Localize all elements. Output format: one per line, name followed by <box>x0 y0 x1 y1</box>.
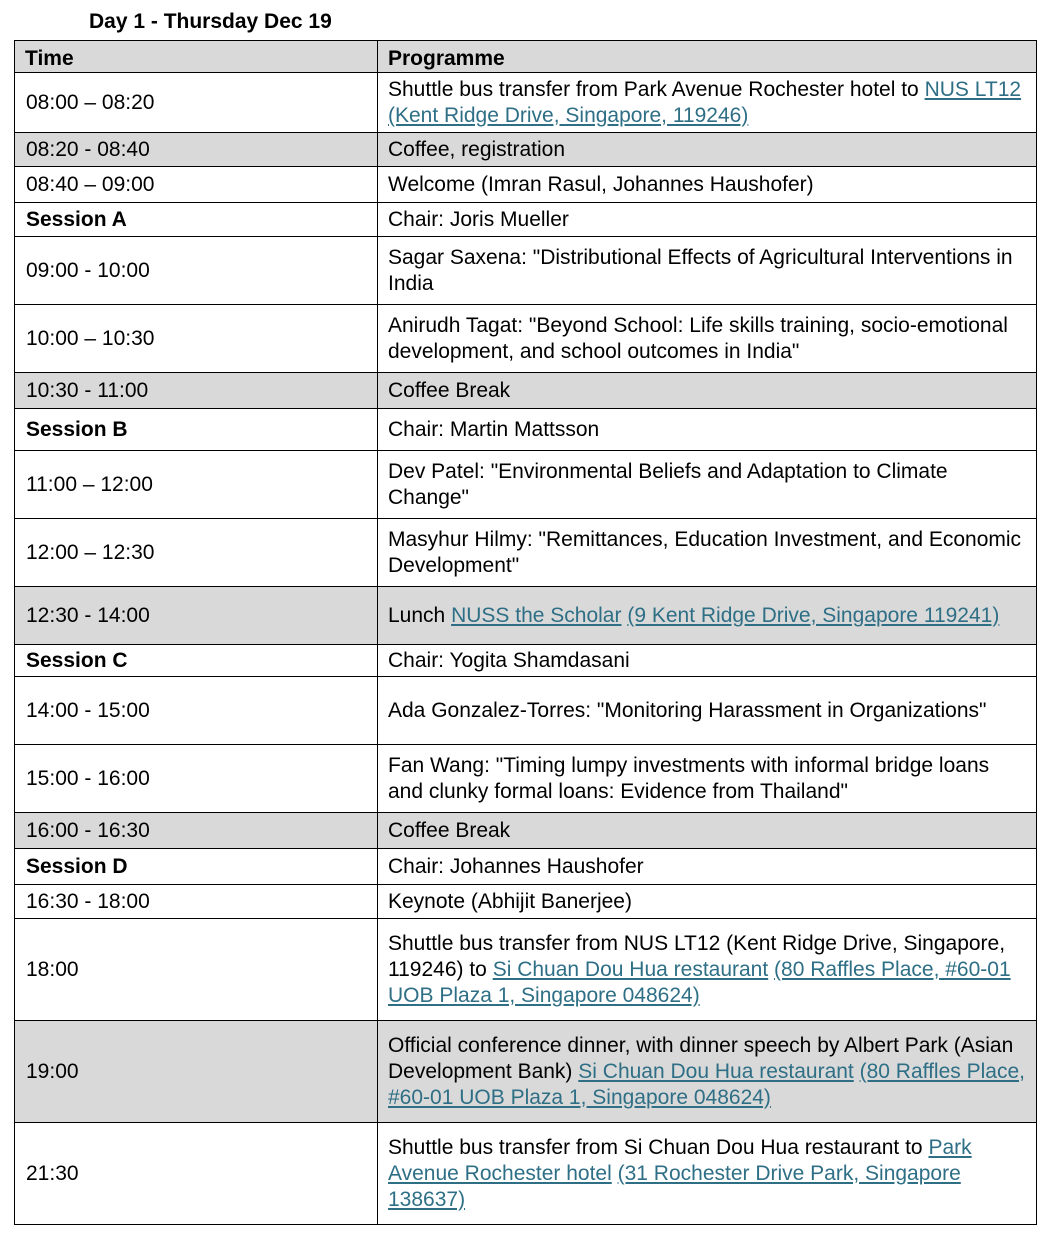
programme-cell: Shuttle bus transfer from Si Chuan Dou Hua restaurant to Park Avenue Rochester hotel (31 Rochester Drive Park, Singapore 138637) <box>378 1123 1037 1225</box>
venue-link[interactable]: Si Chuan Dou Hua restaurant <box>492 957 769 981</box>
time-cell: 12:00 – 12:30 <box>15 519 378 587</box>
table-row <box>15 133 1037 167</box>
venue-link[interactable]: Si Chuan Dou Hua restaurant <box>578 1059 854 1083</box>
programme-cell: Chair: Johannes Haushofer <box>378 849 1037 885</box>
programme-cell: Coffee Break <box>378 813 1037 849</box>
table-row <box>15 745 1037 813</box>
table-row <box>15 167 1037 203</box>
table-row <box>15 587 1037 645</box>
table-row <box>15 885 1037 919</box>
programme-cell: Chair: Yogita Shamdasani <box>378 645 1037 677</box>
programme-cell: Fan Wang: "Timing lumpy investments with informal bridge loans and clunky formal loans: Evidence from Thailand" <box>378 745 1037 813</box>
venue-link[interactable]: Park Avenue Rochester hotel <box>388 1135 972 1185</box>
page-title: Day 1 - Thursday Dec 19 <box>89 10 332 33</box>
table-row <box>15 1123 1037 1225</box>
table-header-row <box>15 41 1037 73</box>
venue-link[interactable]: NUSS the Scholar <box>451 603 622 627</box>
time-cell: 10:00 – 10:30 <box>15 305 378 373</box>
programme-cell: Masyhur Hilmy: "Remittances, Education Investment, and Economic Development" <box>378 519 1037 587</box>
session-label: Session B <box>15 409 378 451</box>
time-cell: 16:00 - 16:30 <box>15 813 378 849</box>
time-cell: 09:00 - 10:00 <box>15 237 378 305</box>
header-programme: Programme <box>378 41 1037 73</box>
programme-cell: Shuttle bus transfer from Park Avenue Rochester hotel to NUS LT12 (Kent Ridge Drive, Singapore, 119246) <box>378 73 1037 133</box>
time-cell: 19:00 <box>15 1021 378 1123</box>
venue-link[interactable]: NUS LT12 (Kent Ridge Drive, Singapore, 119246) <box>388 77 1022 127</box>
programme-cell: Anirudh Tagat: "Beyond School: Life skills training, socio-emotional development, and school outcomes in India" <box>378 305 1037 373</box>
programme-cell: Sagar Saxena: "Distributional Effects of Agricultural Interventions in India <box>378 237 1037 305</box>
time-cell: 08:20 - 08:40 <box>15 133 378 167</box>
session-label: Session A <box>15 203 378 237</box>
table-row <box>15 373 1037 409</box>
time-cell: 08:40 – 09:00 <box>15 167 378 203</box>
programme-cell: Shuttle bus transfer from NUS LT12 (Kent Ridge Drive, Singapore, 119246) to Si Chuan Dou Hua restaurant (80 Raffles Place, #60-01 UOB Plaza 1, Singapore 048624) <box>378 919 1037 1021</box>
address-link[interactable]: (80 Raffles Place, #60-01 UOB Plaza 1, Singapore 048624) <box>388 1059 1025 1109</box>
table-row <box>15 919 1037 1021</box>
time-cell: 08:00 – 08:20 <box>15 73 378 133</box>
session-label: Session D <box>15 849 378 885</box>
session-row <box>15 203 1037 237</box>
programme-cell: Chair: Martin Mattsson <box>378 409 1037 451</box>
programme-cell: Dev Patel: "Environmental Beliefs and Adaptation to Climate Change" <box>378 451 1037 519</box>
programme-cell: Ada Gonzalez-Torres: "Monitoring Harassment in Organizations" <box>378 677 1037 745</box>
header-time: Time <box>15 41 378 73</box>
address-link[interactable]: (31 Rochester Drive Park, Singapore 138637) <box>388 1161 961 1211</box>
table-row <box>15 451 1037 519</box>
session-row <box>15 409 1037 451</box>
time-cell: 11:00 – 12:00 <box>15 451 378 519</box>
programme-cell: Keynote (Abhijit Banerjee) <box>378 885 1037 919</box>
session-label: Session C <box>15 645 378 677</box>
time-cell: 16:30 - 18:00 <box>15 885 378 919</box>
address-link[interactable]: (9 Kent Ridge Drive, Singapore 119241) <box>627 603 1000 627</box>
time-cell: 12:30 - 14:00 <box>15 587 378 645</box>
programme-cell: Chair: Joris Mueller <box>378 203 1037 237</box>
table-row <box>15 237 1037 305</box>
table-row <box>15 813 1037 849</box>
time-cell: 18:00 <box>15 919 378 1021</box>
session-row <box>15 645 1037 677</box>
programme-cell: Coffee Break <box>378 373 1037 409</box>
table-row <box>15 73 1037 133</box>
table-row <box>15 1021 1037 1123</box>
schedule-table <box>14 40 1037 1225</box>
programme-cell: Welcome (Imran Rasul, Johannes Haushofer) <box>378 167 1037 203</box>
table-row <box>15 305 1037 373</box>
table-row <box>15 677 1037 745</box>
time-cell: 14:00 - 15:00 <box>15 677 378 745</box>
programme-cell: Official conference dinner, with dinner speech by Albert Park (Asian Development Bank) Si Chuan Dou Hua restaurant (80 Raffles Place, #60-01 UOB Plaza 1, Singapore 048624) <box>378 1021 1037 1123</box>
programme-cell: Coffee, registration <box>378 133 1037 167</box>
programme-cell: Lunch NUSS the Scholar (9 Kent Ridge Drive, Singapore 119241) <box>378 587 1037 645</box>
time-cell: 21:30 <box>15 1123 378 1225</box>
table-row <box>15 519 1037 587</box>
time-cell: 15:00 - 16:00 <box>15 745 378 813</box>
time-cell: 10:30 - 11:00 <box>15 373 378 409</box>
address-link[interactable]: (80 Raffles Place, #60-01 UOB Plaza 1, Singapore 048624) <box>388 957 1011 1007</box>
session-row <box>15 849 1037 885</box>
